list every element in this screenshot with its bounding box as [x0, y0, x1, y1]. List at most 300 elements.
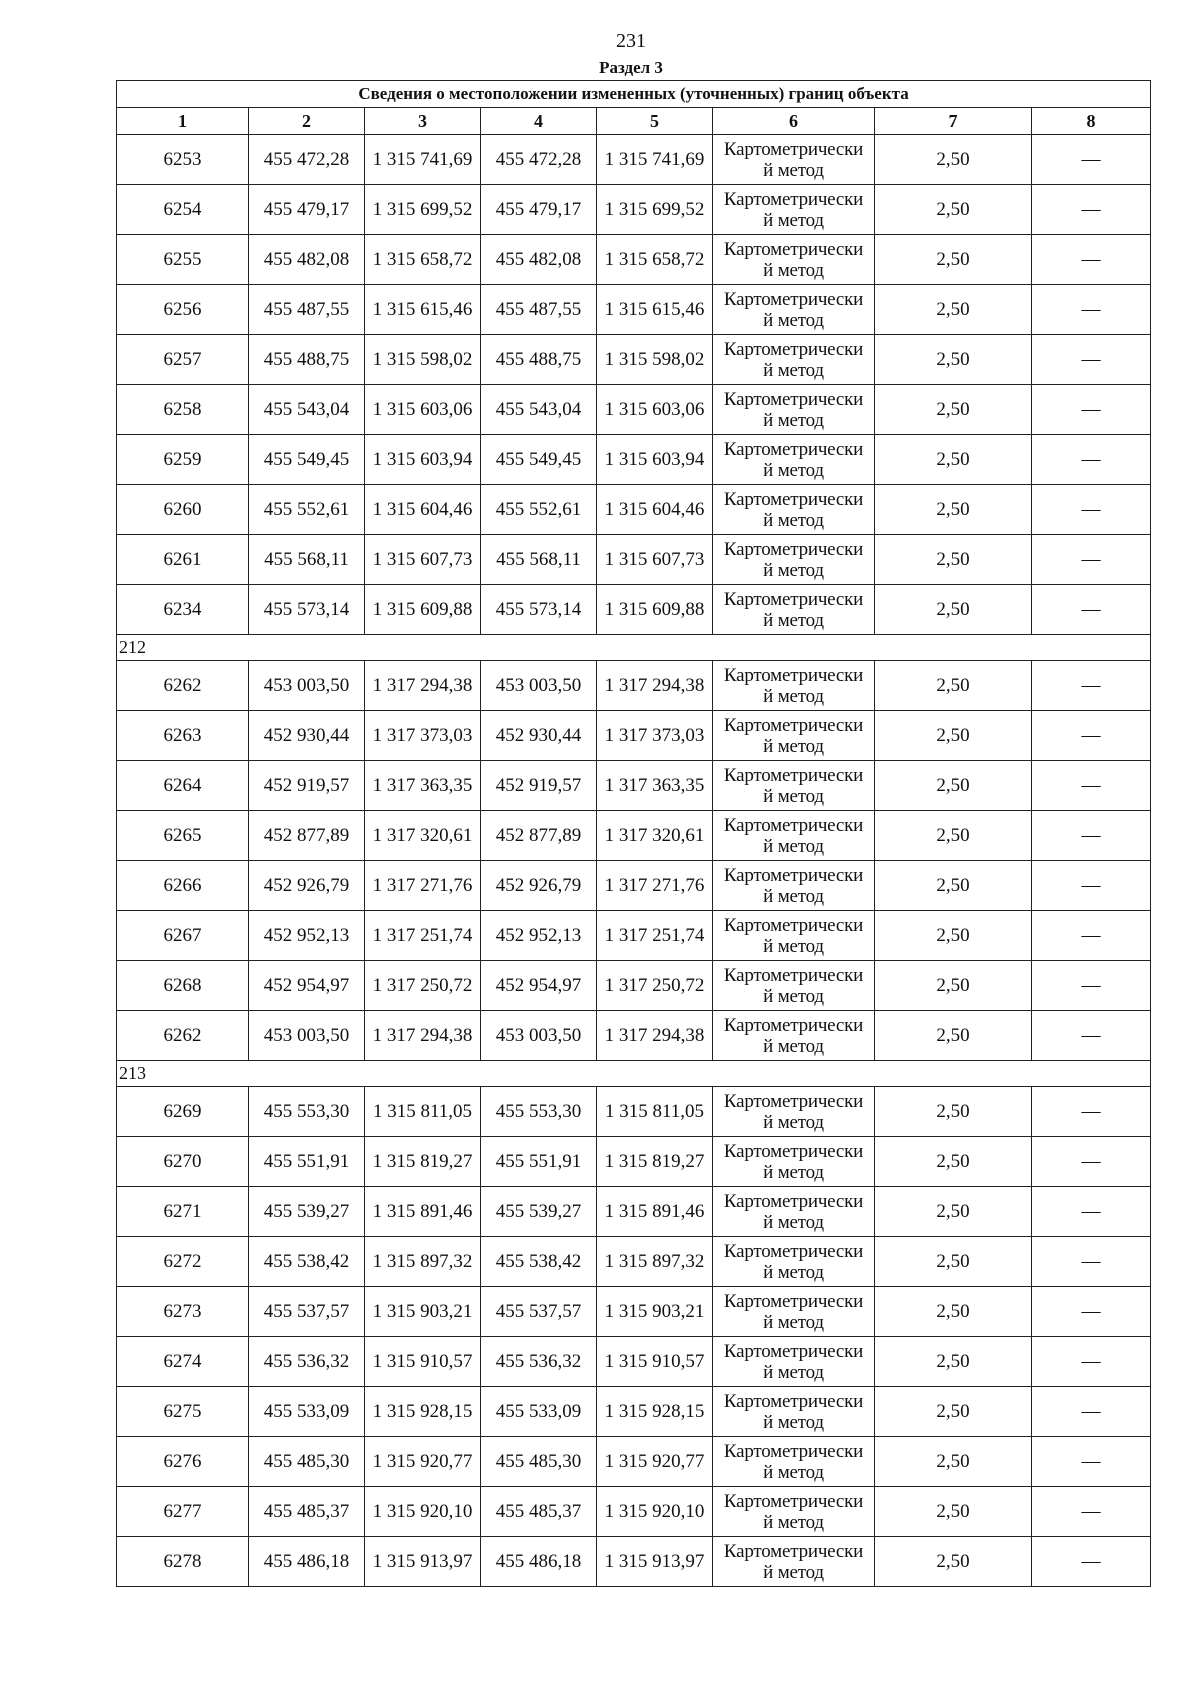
- coord-y-existing: 1 315 741,69: [365, 135, 481, 185]
- method-line-2: й метод: [763, 1211, 824, 1233]
- empty-mark: —: [1032, 1437, 1151, 1487]
- coord-x-refined: 455 479,17: [481, 185, 597, 235]
- table-row: [117, 1337, 1151, 1387]
- empty-mark: —: [1032, 1237, 1151, 1287]
- table-row: [117, 1287, 1151, 1337]
- method-cell: [713, 1137, 875, 1187]
- coord-x-refined: 455 482,08: [481, 235, 597, 285]
- empty-mark: —: [1032, 135, 1151, 185]
- method-line-1: Картометрически: [723, 914, 864, 936]
- coord-x-existing: 455 486,18: [249, 1537, 365, 1587]
- empty-mark: —: [1032, 385, 1151, 435]
- column-header: 3: [365, 108, 481, 135]
- coord-y-existing: 1 315 658,72: [365, 235, 481, 285]
- coord-y-existing: 1 315 603,94: [365, 435, 481, 485]
- coord-x-existing: 455 543,04: [249, 385, 365, 435]
- accuracy-value: 2,50: [875, 185, 1032, 235]
- coord-y-refined: 1 315 603,94: [597, 435, 713, 485]
- coord-x-refined: 455 536,32: [481, 1337, 597, 1387]
- empty-mark: —: [1032, 585, 1151, 635]
- column-header: 4: [481, 108, 597, 135]
- accuracy-value: 2,50: [875, 811, 1032, 861]
- accuracy-value: 2,50: [875, 911, 1032, 961]
- table-row: [117, 135, 1151, 185]
- point-number: 6277: [117, 1487, 249, 1537]
- coord-y-refined: 1 317 251,74: [597, 911, 713, 961]
- coord-y-existing: 1 317 363,35: [365, 761, 481, 811]
- coord-x-refined: 455 533,09: [481, 1387, 597, 1437]
- point-number: 6263: [117, 711, 249, 761]
- accuracy-value: 2,50: [875, 1187, 1032, 1237]
- coord-x-refined: 455 551,91: [481, 1137, 597, 1187]
- point-number: 6275: [117, 1387, 249, 1437]
- coord-y-existing: 1 315 615,46: [365, 285, 481, 335]
- coord-y-existing: 1 315 819,27: [365, 1137, 481, 1187]
- coord-x-refined: 455 537,57: [481, 1287, 597, 1337]
- accuracy-value: 2,50: [875, 585, 1032, 635]
- accuracy-value: 2,50: [875, 661, 1032, 711]
- coord-x-refined: 455 539,27: [481, 1187, 597, 1237]
- point-number: 6254: [117, 185, 249, 235]
- accuracy-value: 2,50: [875, 711, 1032, 761]
- method-line-2: й метод: [763, 1361, 824, 1383]
- coord-y-existing: 1 315 598,02: [365, 335, 481, 385]
- method-line-1: Картометрически: [723, 1540, 864, 1562]
- method-cell: [713, 1087, 875, 1137]
- coord-x-existing: 452 954,97: [249, 961, 365, 1011]
- coord-y-refined: 1 315 741,69: [597, 135, 713, 185]
- coord-y-existing: 1 315 920,77: [365, 1437, 481, 1487]
- coord-y-refined: 1 317 271,76: [597, 861, 713, 911]
- coord-y-existing: 1 317 373,03: [365, 711, 481, 761]
- coord-x-refined: 453 003,50: [481, 661, 597, 711]
- accuracy-value: 2,50: [875, 135, 1032, 185]
- column-header: 1: [117, 108, 249, 135]
- method-line-1: Картометрически: [723, 438, 864, 460]
- coord-x-existing: 455 472,28: [249, 135, 365, 185]
- coord-y-existing: 1 315 604,46: [365, 485, 481, 535]
- method-line-2: й метод: [763, 1561, 824, 1583]
- coord-y-existing: 1 315 920,10: [365, 1487, 481, 1537]
- point-number: 6259: [117, 435, 249, 485]
- coord-x-refined: 455 538,42: [481, 1237, 597, 1287]
- accuracy-value: 2,50: [875, 1237, 1032, 1287]
- accuracy-value: 2,50: [875, 1011, 1032, 1061]
- point-number: 6260: [117, 485, 249, 535]
- coord-x-existing: 455 536,32: [249, 1337, 365, 1387]
- coord-y-refined: 1 315 920,77: [597, 1437, 713, 1487]
- method-cell: [713, 1387, 875, 1437]
- accuracy-value: 2,50: [875, 1087, 1032, 1137]
- method-line-1: Картометрически: [723, 864, 864, 886]
- section-title: Раздел 3: [599, 58, 663, 77]
- coord-y-refined: 1 317 250,72: [597, 961, 713, 1011]
- method-line-1: Картометрически: [723, 538, 864, 560]
- coord-x-existing: 455 539,27: [249, 1187, 365, 1237]
- group-label: 213: [117, 1061, 1151, 1087]
- point-number: 6269: [117, 1087, 249, 1137]
- table-row: [117, 711, 1151, 761]
- method-line-2: й метод: [763, 885, 824, 907]
- table-row: [117, 761, 1151, 811]
- method-cell: [713, 1237, 875, 1287]
- method-cell: [713, 385, 875, 435]
- table-row: [117, 961, 1151, 1011]
- method-line-1: Картометрически: [723, 488, 864, 510]
- coord-y-refined: 1 315 913,97: [597, 1537, 713, 1587]
- coord-x-existing: 455 537,57: [249, 1287, 365, 1337]
- point-number: 6268: [117, 961, 249, 1011]
- point-number: 6257: [117, 335, 249, 385]
- method-line-1: Картометрически: [723, 814, 864, 836]
- coord-y-refined: 1 315 910,57: [597, 1337, 713, 1387]
- coord-y-refined: 1 315 603,06: [597, 385, 713, 435]
- empty-mark: —: [1032, 661, 1151, 711]
- column-header: 6: [713, 108, 875, 135]
- coord-x-existing: 452 919,57: [249, 761, 365, 811]
- method-line-2: й метод: [763, 685, 824, 707]
- method-line-1: Картометрически: [723, 1390, 864, 1412]
- method-cell: [713, 1187, 875, 1237]
- method-line-2: й метод: [763, 1461, 824, 1483]
- method-line-1: Картометрически: [723, 764, 864, 786]
- method-line-1: Картометрически: [723, 1490, 864, 1512]
- method-cell: [713, 535, 875, 585]
- method-line-1: Картометрически: [723, 714, 864, 736]
- empty-mark: —: [1032, 811, 1151, 861]
- coord-y-existing: 1 315 607,73: [365, 535, 481, 585]
- coord-x-existing: 455 568,11: [249, 535, 365, 585]
- accuracy-value: 2,50: [875, 335, 1032, 385]
- accuracy-value: 2,50: [875, 235, 1032, 285]
- method-line-2: й метод: [763, 609, 824, 631]
- coord-y-refined: 1 315 609,88: [597, 585, 713, 635]
- coord-x-refined: 452 954,97: [481, 961, 597, 1011]
- coord-y-existing: 1 317 294,38: [365, 661, 481, 711]
- method-line-1: Картометрически: [723, 188, 864, 210]
- empty-mark: —: [1032, 285, 1151, 335]
- table-row: [117, 1437, 1151, 1487]
- coord-y-refined: 1 315 607,73: [597, 535, 713, 585]
- point-number: 6278: [117, 1537, 249, 1587]
- method-line-1: Картометрически: [723, 388, 864, 410]
- method-cell: [713, 235, 875, 285]
- table-row: [117, 535, 1151, 585]
- method-line-2: й метод: [763, 509, 824, 531]
- coord-x-refined: 452 926,79: [481, 861, 597, 911]
- method-line-2: й метод: [763, 1261, 824, 1283]
- coord-x-refined: 455 487,55: [481, 285, 597, 335]
- point-number: 6273: [117, 1287, 249, 1337]
- accuracy-value: 2,50: [875, 1287, 1032, 1337]
- empty-mark: —: [1032, 535, 1151, 585]
- method-line-2: й метод: [763, 835, 824, 857]
- table-caption: Сведения о местоположении измененных (уточненных) границ объекта: [117, 81, 1151, 108]
- method-line-1: Картометрически: [723, 288, 864, 310]
- method-cell: [713, 911, 875, 961]
- coord-x-refined: 455 568,11: [481, 535, 597, 585]
- page-number: 231: [616, 30, 646, 52]
- coord-x-existing: 455 573,14: [249, 585, 365, 635]
- method-cell: [713, 861, 875, 911]
- boundary-coordinates-table: [116, 80, 1151, 1587]
- empty-mark: —: [1032, 1087, 1151, 1137]
- accuracy-value: 2,50: [875, 861, 1032, 911]
- table-row: [117, 911, 1151, 961]
- column-header-row: [117, 108, 1151, 135]
- column-header: 5: [597, 108, 713, 135]
- method-line-2: й метод: [763, 359, 824, 381]
- empty-mark: —: [1032, 1387, 1151, 1437]
- accuracy-value: 2,50: [875, 435, 1032, 485]
- accuracy-value: 2,50: [875, 285, 1032, 335]
- table-row: [117, 385, 1151, 435]
- coord-x-existing: 455 485,30: [249, 1437, 365, 1487]
- coord-y-refined: 1 315 598,02: [597, 335, 713, 385]
- method-line-2: й метод: [763, 735, 824, 757]
- method-line-2: й метод: [763, 209, 824, 231]
- empty-mark: —: [1032, 435, 1151, 485]
- empty-mark: —: [1032, 961, 1151, 1011]
- accuracy-value: 2,50: [875, 1437, 1032, 1487]
- method-cell: [713, 811, 875, 861]
- coord-y-refined: 1 317 294,38: [597, 661, 713, 711]
- table-row: [117, 661, 1151, 711]
- coord-y-existing: 1 315 897,32: [365, 1237, 481, 1287]
- coord-y-existing: 1 315 811,05: [365, 1087, 481, 1137]
- empty-mark: —: [1032, 761, 1151, 811]
- method-line-1: Картометрически: [723, 1090, 864, 1112]
- coord-x-existing: 455 533,09: [249, 1387, 365, 1437]
- coord-x-existing: 455 482,08: [249, 235, 365, 285]
- coord-x-existing: 455 479,17: [249, 185, 365, 235]
- coord-y-refined: 1 315 897,32: [597, 1237, 713, 1287]
- method-line-1: Картометрически: [723, 1240, 864, 1262]
- coord-x-refined: 455 543,04: [481, 385, 597, 435]
- table-row: [117, 285, 1151, 335]
- empty-mark: —: [1032, 1487, 1151, 1537]
- coord-x-refined: 455 552,61: [481, 485, 597, 535]
- coord-y-refined: 1 315 920,10: [597, 1487, 713, 1537]
- method-cell: [713, 435, 875, 485]
- method-line-1: Картометрически: [723, 588, 864, 610]
- coord-x-refined: 452 919,57: [481, 761, 597, 811]
- coord-y-refined: 1 317 294,38: [597, 1011, 713, 1061]
- point-number: 6234: [117, 585, 249, 635]
- empty-mark: —: [1032, 335, 1151, 385]
- coord-x-existing: 455 549,45: [249, 435, 365, 485]
- coord-x-existing: 455 538,42: [249, 1237, 365, 1287]
- method-line-1: Картометрически: [723, 238, 864, 260]
- coord-x-existing: 453 003,50: [249, 1011, 365, 1061]
- point-number: 6271: [117, 1187, 249, 1237]
- method-cell: [713, 1487, 875, 1537]
- method-line-2: й метод: [763, 259, 824, 281]
- accuracy-value: 2,50: [875, 485, 1032, 535]
- point-number: 6255: [117, 235, 249, 285]
- coord-y-existing: 1 317 251,74: [365, 911, 481, 961]
- coord-x-refined: 452 930,44: [481, 711, 597, 761]
- coord-y-refined: 1 315 819,27: [597, 1137, 713, 1187]
- method-line-1: Картометрически: [723, 338, 864, 360]
- method-line-2: й метод: [763, 459, 824, 481]
- method-cell: [713, 1537, 875, 1587]
- point-number: 6267: [117, 911, 249, 961]
- table-row: [117, 1387, 1151, 1437]
- table-row: [117, 811, 1151, 861]
- table-row: [117, 1187, 1151, 1237]
- coord-x-existing: 452 926,79: [249, 861, 365, 911]
- method-cell: [713, 135, 875, 185]
- table-row: [117, 1011, 1151, 1061]
- method-cell: [713, 661, 875, 711]
- method-line-1: Картометрически: [723, 964, 864, 986]
- table-caption-row: [117, 81, 1151, 108]
- method-cell: [713, 711, 875, 761]
- coord-x-existing: 452 952,13: [249, 911, 365, 961]
- method-line-2: й метод: [763, 985, 824, 1007]
- accuracy-value: 2,50: [875, 761, 1032, 811]
- method-line-2: й метод: [763, 1511, 824, 1533]
- method-line-1: Картометрически: [723, 1190, 864, 1212]
- coord-x-refined: 455 486,18: [481, 1537, 597, 1587]
- coord-x-existing: 455 553,30: [249, 1087, 365, 1137]
- method-line-2: й метод: [763, 159, 824, 181]
- point-number: 6261: [117, 535, 249, 585]
- coord-y-refined: 1 315 658,72: [597, 235, 713, 285]
- point-number: 6270: [117, 1137, 249, 1187]
- accuracy-value: 2,50: [875, 961, 1032, 1011]
- coord-x-refined: 455 553,30: [481, 1087, 597, 1137]
- method-line-1: Картометрически: [723, 1290, 864, 1312]
- method-cell: [713, 185, 875, 235]
- coord-y-existing: 1 315 913,97: [365, 1537, 481, 1587]
- point-number: 6258: [117, 385, 249, 435]
- table-row: [117, 585, 1151, 635]
- empty-mark: —: [1032, 1187, 1151, 1237]
- table-row: [117, 1487, 1151, 1537]
- coord-y-existing: 1 317 320,61: [365, 811, 481, 861]
- accuracy-value: 2,50: [875, 1137, 1032, 1187]
- coord-y-existing: 1 315 891,46: [365, 1187, 481, 1237]
- coord-x-refined: 455 485,30: [481, 1437, 597, 1487]
- coord-y-refined: 1 317 373,03: [597, 711, 713, 761]
- column-header: 7: [875, 108, 1032, 135]
- column-header: 2: [249, 108, 365, 135]
- coord-x-refined: 453 003,50: [481, 1011, 597, 1061]
- column-header: 8: [1032, 108, 1151, 135]
- method-line-2: й метод: [763, 785, 824, 807]
- empty-mark: —: [1032, 1011, 1151, 1061]
- accuracy-value: 2,50: [875, 1537, 1032, 1587]
- empty-mark: —: [1032, 235, 1151, 285]
- method-line-1: Картометрически: [723, 1014, 864, 1036]
- coord-x-existing: 455 551,91: [249, 1137, 365, 1187]
- method-cell: [713, 1437, 875, 1487]
- coord-x-refined: 455 573,14: [481, 585, 597, 635]
- group-row: [117, 635, 1151, 661]
- coord-x-refined: 455 472,28: [481, 135, 597, 185]
- coord-y-existing: 1 315 609,88: [365, 585, 481, 635]
- point-number: 6266: [117, 861, 249, 911]
- point-number: 6253: [117, 135, 249, 185]
- coord-x-refined: 452 952,13: [481, 911, 597, 961]
- empty-mark: —: [1032, 1537, 1151, 1587]
- coord-y-refined: 1 315 615,46: [597, 285, 713, 335]
- coord-y-refined: 1 315 928,15: [597, 1387, 713, 1437]
- method-line-2: й метод: [763, 309, 824, 331]
- method-line-2: й метод: [763, 1311, 824, 1333]
- accuracy-value: 2,50: [875, 1387, 1032, 1437]
- coord-x-existing: 455 487,55: [249, 285, 365, 335]
- coord-y-refined: 1 315 811,05: [597, 1087, 713, 1137]
- coord-y-refined: 1 317 320,61: [597, 811, 713, 861]
- table-row: [117, 1087, 1151, 1137]
- method-line-1: Картометрически: [723, 1440, 864, 1462]
- method-cell: [713, 1287, 875, 1337]
- table-row: [117, 235, 1151, 285]
- point-number: 6256: [117, 285, 249, 335]
- table-row: [117, 1537, 1151, 1587]
- point-number: 6262: [117, 661, 249, 711]
- accuracy-value: 2,50: [875, 535, 1032, 585]
- method-line-2: й метод: [763, 409, 824, 431]
- coord-y-existing: 1 317 271,76: [365, 861, 481, 911]
- coord-x-existing: 452 930,44: [249, 711, 365, 761]
- coord-y-existing: 1 317 294,38: [365, 1011, 481, 1061]
- method-cell: [713, 761, 875, 811]
- empty-mark: —: [1032, 711, 1151, 761]
- method-cell: [713, 485, 875, 535]
- empty-mark: —: [1032, 185, 1151, 235]
- coord-x-existing: 455 552,61: [249, 485, 365, 535]
- point-number: 6272: [117, 1237, 249, 1287]
- group-row: [117, 1061, 1151, 1087]
- method-cell: [713, 285, 875, 335]
- coord-y-existing: 1 315 903,21: [365, 1287, 481, 1337]
- coord-y-refined: 1 315 699,52: [597, 185, 713, 235]
- empty-mark: —: [1032, 1137, 1151, 1187]
- coord-x-refined: 455 485,37: [481, 1487, 597, 1537]
- coord-x-refined: 455 488,75: [481, 335, 597, 385]
- point-number: 6262: [117, 1011, 249, 1061]
- coord-x-existing: 455 488,75: [249, 335, 365, 385]
- empty-mark: —: [1032, 861, 1151, 911]
- coord-x-existing: 453 003,50: [249, 661, 365, 711]
- accuracy-value: 2,50: [875, 1337, 1032, 1387]
- coord-y-existing: 1 317 250,72: [365, 961, 481, 1011]
- method-line-1: Картометрически: [723, 1340, 864, 1362]
- coord-y-existing: 1 315 928,15: [365, 1387, 481, 1437]
- table-row: [117, 1137, 1151, 1187]
- method-cell: [713, 1011, 875, 1061]
- coord-y-refined: 1 315 903,21: [597, 1287, 713, 1337]
- table-row: [117, 185, 1151, 235]
- coord-y-existing: 1 315 910,57: [365, 1337, 481, 1387]
- coord-y-refined: 1 315 604,46: [597, 485, 713, 535]
- coord-x-existing: 452 877,89: [249, 811, 365, 861]
- empty-mark: —: [1032, 1337, 1151, 1387]
- method-cell: [713, 1337, 875, 1387]
- table-row: [117, 435, 1151, 485]
- method-line-2: й метод: [763, 1035, 824, 1057]
- method-line-2: й метод: [763, 1161, 824, 1183]
- empty-mark: —: [1032, 1287, 1151, 1337]
- coord-x-refined: 452 877,89: [481, 811, 597, 861]
- table-row: [117, 485, 1151, 535]
- group-label: 212: [117, 635, 1151, 661]
- method-cell: [713, 335, 875, 385]
